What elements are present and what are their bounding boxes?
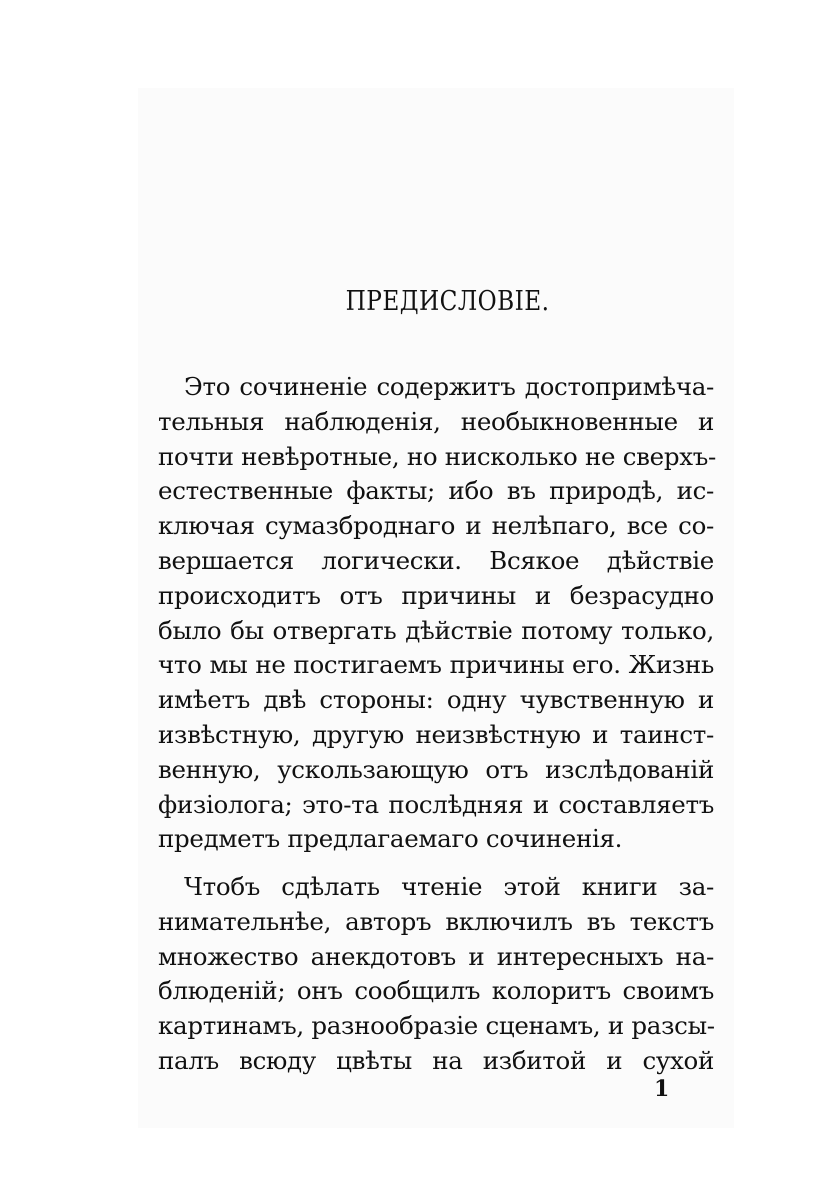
text-line: почти невѣротные, но нисколько не сверхъ- (158, 441, 716, 471)
page-title: ПРЕДИСЛОВІЕ. (345, 286, 550, 317)
paragraph-2 (158, 870, 714, 1079)
text-line: физіолога; это-та послѣдняя и составляетъ (158, 789, 714, 819)
text-line: блюденій; онъ сообщилъ колоритъ своимъ (158, 976, 714, 1006)
text-line: Чтобъ сдѣлать чтеніе этой книги за- (184, 872, 714, 901)
text-line: вершается логически. Всякое дѣйствіе (158, 545, 714, 575)
text-line: Это сочиненіе содержитъ достопримѣча- (184, 372, 714, 401)
paragraph-1 (158, 370, 714, 857)
text-line: предметъ предлагаемаго сочиненія. (158, 824, 623, 854)
text-line: множество анекдотовъ и интересныхъ на- (158, 941, 714, 971)
text-line: ключая сумазброднаго и нелѣпаго, все со- (158, 511, 714, 541)
text-line: извѣстную, другую неизвѣстную и таинст- (158, 719, 714, 749)
text-line: было бы отвергать дѣйствіе потому только, (158, 615, 714, 645)
text-line: картинамъ, разнообразіе сценамъ, и разсы- (158, 1011, 715, 1041)
text-line: венную, ускользающую отъ изслѣдованій (158, 754, 714, 784)
text-line: что мы не постигаемъ причины его. Жизнь (158, 650, 714, 680)
page-number: 1 (654, 1076, 670, 1102)
text-line: тельныя наблюденія, необыкновенные и (158, 406, 714, 436)
text-line: естественные факты; ибо въ природѣ, ис- (158, 476, 714, 506)
text-line: нимательнѣе, авторъ включилъ въ текстъ (158, 906, 714, 936)
text-line: происходитъ отъ причины и безрасудно (158, 580, 714, 610)
text-line: имѣетъ двѣ стороны: одну чувственную и (158, 685, 714, 715)
text-line: палъ всюду цвѣты на избитой и сухой (158, 1045, 714, 1075)
